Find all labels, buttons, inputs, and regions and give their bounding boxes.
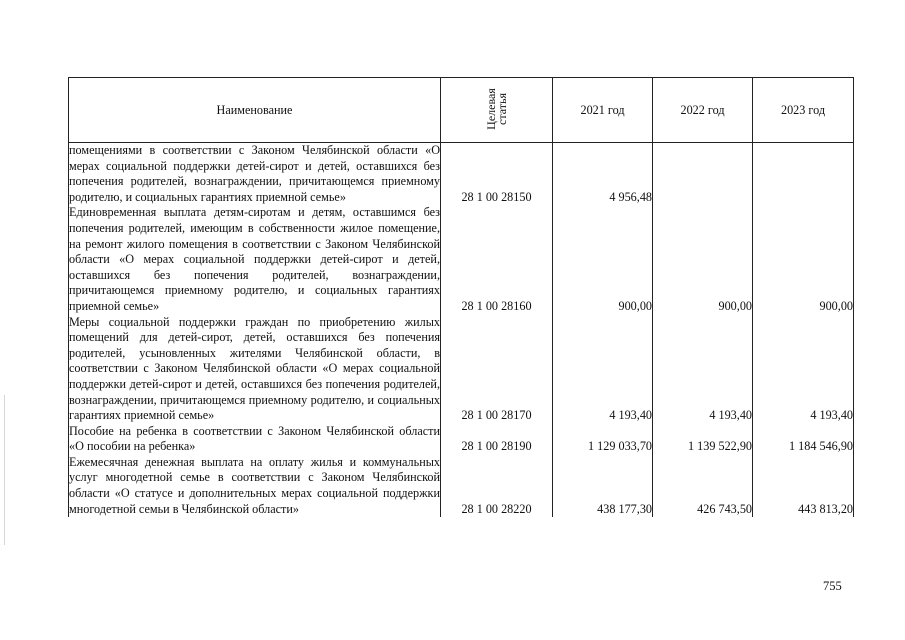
row-name: Меры социальной поддержки граждан по приобретению жилых помещений для детей-сирот, детей, оставшихся без попечения родителей, усыновленных жителями Челябинской области, в соответствии с Законом Челябинской области «О мерах социальной поддержки детей-сирот и детей, оставшихся без попечения родителей, вознаграждении, причитающемся приемному родителю, и социальных гарантиях приемной семье» [69, 314, 440, 423]
row-name: помещениями в соответствии с Законом Челябинской области «О мерах социальной поддержки детей-сирот и детей, оставшихся без попечения родителей, вознаграждении, причитающемся приемному родителю, и социальных гарантиях приемной семье» [69, 143, 440, 204]
scan-margin-line [4, 395, 5, 545]
row-name: Пособие на ребенка в соответствии с Законом Челябинской области «О пособии на ребенка» [69, 423, 440, 454]
row-name: Ежемесячная денежная выплата на оплату жилья и коммунальных услуг многодетной семье в соответствии с Законом Челябинской области «О статусе и дополнительных мерах социальной поддержки многодетной семьи в Челябинской области» [69, 454, 440, 516]
row-value-2023 [753, 143, 854, 206]
header-2021: 2021 год [553, 78, 653, 143]
row-value-2021: 900,00 [553, 205, 653, 314]
row-value-2022: 1 139 522,90 [653, 424, 753, 455]
header-name: Наименование [69, 78, 441, 143]
header-target-line1: Целевая [483, 88, 498, 130]
row-value-2023: 900,00 [753, 205, 854, 314]
row-code: 28 1 00 28170 [441, 315, 553, 424]
row-value-2023: 443 813,20 [753, 455, 854, 517]
row-value-2021: 438 177,30 [553, 455, 653, 517]
header-target-line2: статья [494, 93, 509, 125]
row-value-2021: 4 956,48 [553, 143, 653, 206]
header-target-article-label [485, 88, 507, 130]
header-row [69, 78, 854, 143]
row-value-2023: 1 184 546,90 [753, 424, 854, 455]
header-target-article [441, 78, 553, 143]
row-value-2022: 4 193,40 [653, 315, 753, 424]
budget-table [68, 77, 854, 517]
row-value-2021: 4 193,40 [553, 315, 653, 424]
row-value-2023: 4 193,40 [753, 315, 854, 424]
page-number: 755 [823, 579, 842, 593]
row-code: 28 1 00 28160 [441, 205, 553, 314]
row-code: 28 1 00 28220 [441, 455, 553, 517]
row-value-2022: 426 743,50 [653, 455, 753, 517]
table-row [69, 205, 854, 314]
table-row [69, 455, 854, 517]
table-row [69, 143, 854, 206]
row-value-2022 [653, 143, 753, 206]
row-code: 28 1 00 28190 [441, 424, 553, 455]
row-value-2021: 1 129 033,70 [553, 424, 653, 455]
table-row [69, 315, 854, 424]
row-name: Единовременная выплата детям-сиротам и детям, оставшимся без попечения родителей, имеющим в собственности жилое помещение, на ремонт жилого помещения в соответствии с Законом Челябинской области «О мерах социальной поддержки детей-сирот и детей, оставшихся без попечения родителей, вознаграждении, причитающемся приемному родителю, и социальных гарантиях приемной семье» [69, 205, 440, 313]
row-value-2022: 900,00 [653, 205, 753, 314]
row-code: 28 1 00 28150 [441, 143, 553, 206]
table-row [69, 424, 854, 455]
header-2023: 2023 год [753, 78, 854, 143]
header-2022: 2022 год [653, 78, 753, 143]
